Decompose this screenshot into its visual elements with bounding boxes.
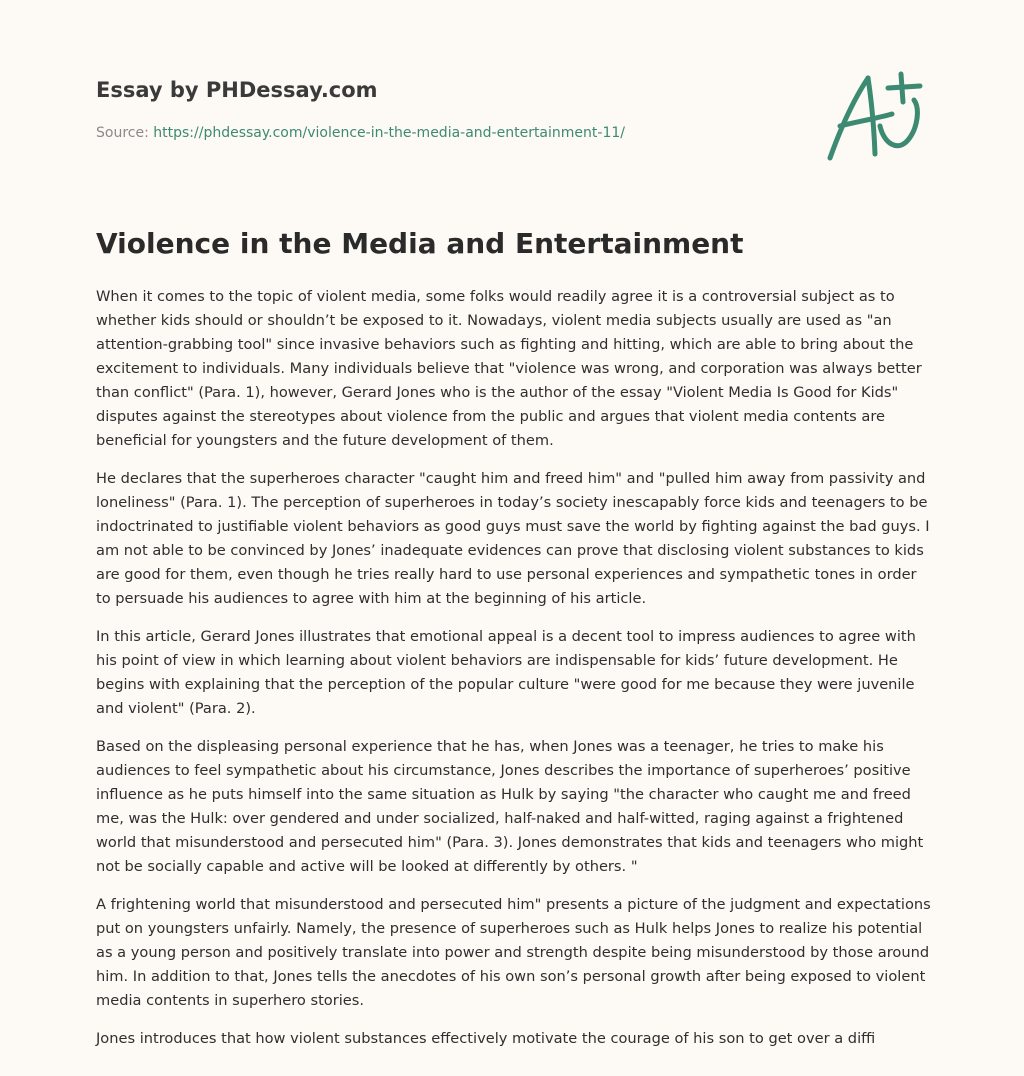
a-plus-grade-icon (822, 68, 928, 164)
essay-title: Violence in the Media and Entertainment (96, 227, 744, 260)
essay-paragraph: Jones introduces that how violent substances effectively motivate the courage of his son to get over a diffi (96, 1030, 876, 1047)
page-header (96, 76, 816, 142)
essay-body (96, 285, 934, 1065)
essay-paragraph: A frightening world that misunderstood and persecuted him" presents a picture of the judgment and expectations put on youngsters unfairly. Namely, the presence of superheroes such as Hulk helps Jones to realize his potential as a young person and positively translate into power and strength despite being misunderstood by those around him. In addition to that, Jones tells the anecdotes of his own son’s personal growth after being exposed to violent media contents in superhero stories. (96, 896, 931, 1009)
essay-paragraph: When it comes to the topic of violent media, some folks would readily agree it is a controversial subject as to whether kids should or shouldn’t be exposed to it. Nowadays, violent media subjects usually are used as "an attention-grabbing tool" since invasive behaviors such as fighting and hitting, which are able to bring about the excitement to individuals. Many individuals believe that "violence was wrong, and corporation was always better than conflict" (Para. 1), however, Gerard Jones who is the author of the essay "Violent Media Is Good for Kids" disputes against the stereotypes about violence from the public and argues that violent media contents are beneficial for youngsters and the future development of them. (96, 288, 922, 449)
source-link[interactable]: https://phdessay.com/violence-in-the-media-and-entertainment-11/ (153, 125, 625, 141)
essay-paragraph: He declares that the superheroes character "caught him and freed him" and "pulled him away from passivity and loneliness" (Para. 1). The perception of superheroes in today’s society inescapably force kids and teenagers to be indoctrinated to justifiable violent behaviors as good guys must save the world by fighting against the bad guys. I am not able to be convinced by Jones’ inadequate evidences can prove that disclosing violent substances to kids are good for them, even though he tries really hard to use personal experiences and sympathetic tones in order to persuade his audiences to agree with him at the beginning of his article. (96, 470, 930, 607)
essay-paragraph: In this article, Gerard Jones illustrates that emotional appeal is a decent tool to impress audiences to agree with his point of view in which learning about violent behaviors are indispensable for kids’ future development. He begins with explaining that the perception of the popular culture "were good for me because they were juvenile and violent" (Para. 2). (96, 628, 916, 717)
site-brand: Essay by PHDessay.com (96, 78, 378, 102)
source-label: Source: (96, 125, 154, 141)
source-line (96, 124, 816, 142)
essay-paragraph: Based on the displeasing personal experience that he has, when Jones was a teenager, he tries to make his audiences to feel sympathetic about his circumstance, Jones describes the importance of superheroes’ positive influence as he puts himself into the same situation as Hulk by saying "the character who caught me and freed me, was the Hulk: over gendered and under socialized, half-naked and half-witted, raging against a frightened world that misunderstood and persecuted him" (Para. 3). Jones demonstrates that kids and teenagers who might not be socially capable and active will be looked at differently by others. " (96, 738, 924, 875)
